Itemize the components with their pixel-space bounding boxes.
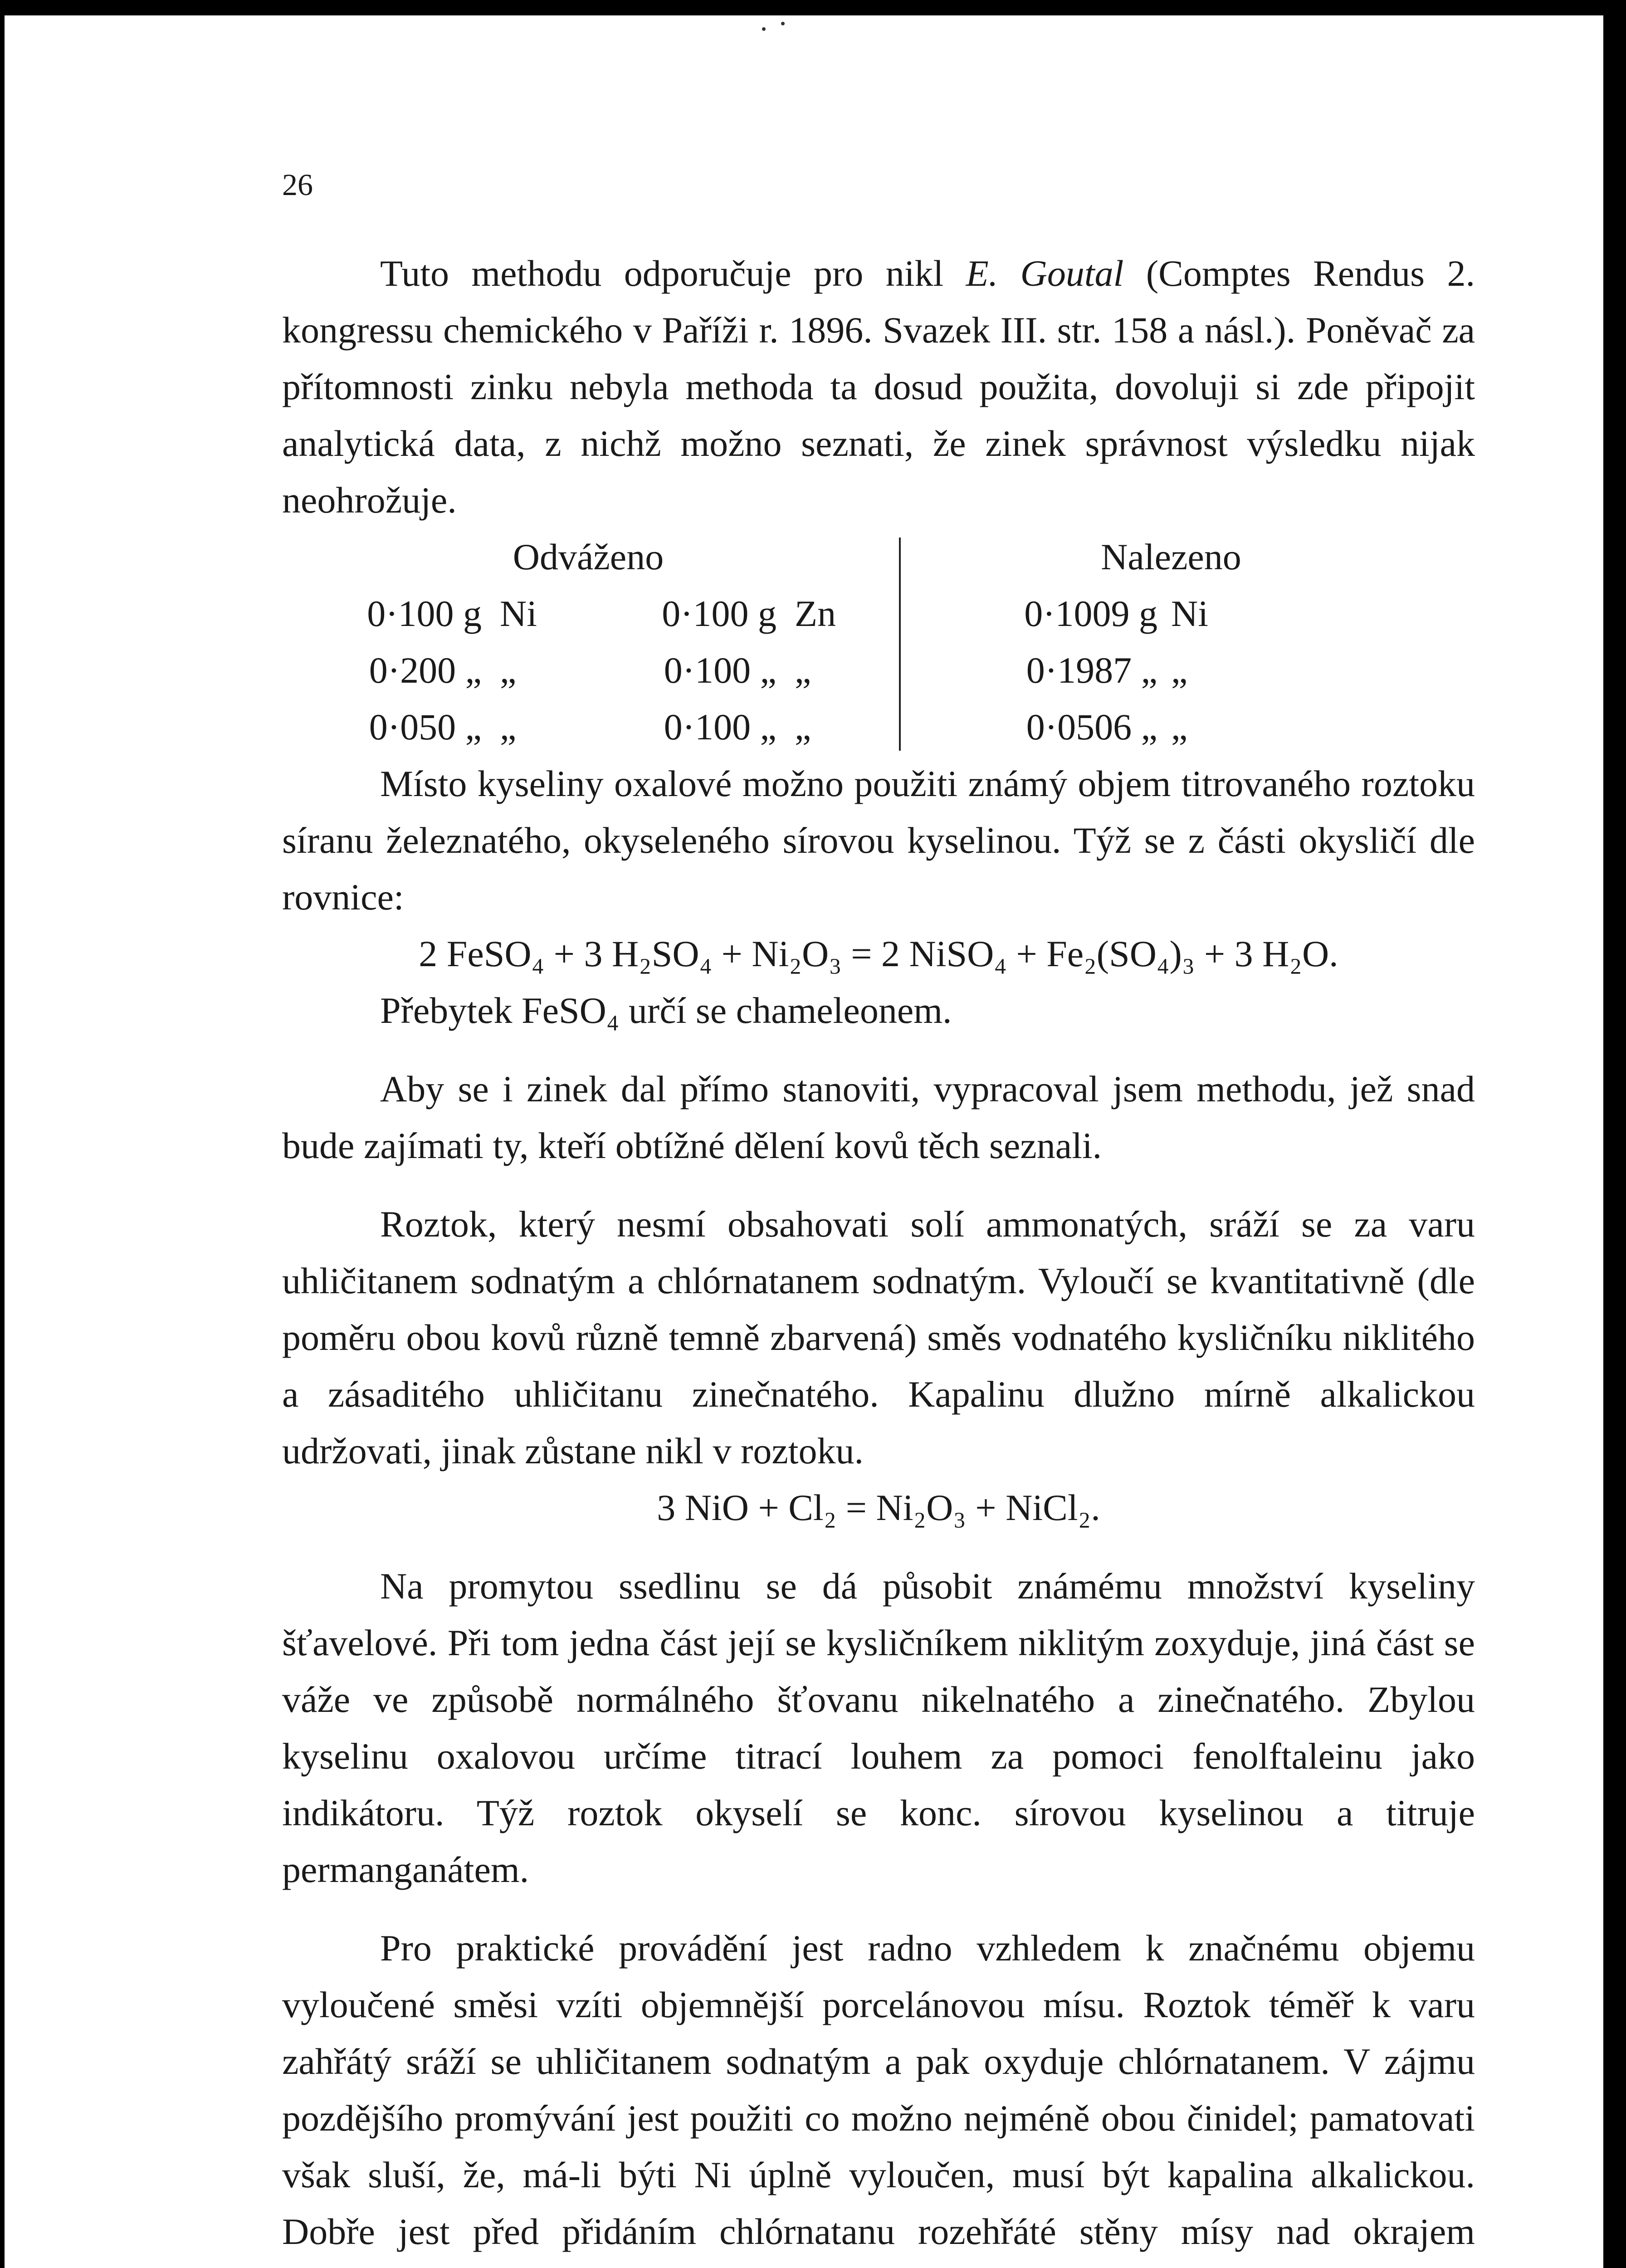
table-row bbox=[282, 642, 894, 699]
cell-zn-amount: 0·100 „ bbox=[664, 706, 776, 748]
cell-found-amount: 0·0506 „ bbox=[1026, 706, 1157, 748]
cell-zn-label: „ bbox=[795, 650, 811, 691]
cell-found-amount: 0·1987 „ bbox=[1026, 650, 1157, 691]
paragraph-intro bbox=[282, 245, 1475, 528]
found-header: Nalezeno bbox=[1101, 536, 1241, 577]
cell-found-label: „ bbox=[1171, 650, 1188, 691]
cell-zn-amount: 0·100 g bbox=[662, 593, 776, 634]
paragraph-practical: Pro praktické provádění jest radno vzhledem k značnému objemu vyloučené směsi vzíti objemnější porcelánovou mísu. Roztok téměř k varu zahřátý sráží se uhličitanem sodnatým a pak oxyduje chlórnatanem. V zájmu pozdějšího promývání jest použiti co možno nejméně obou činidel; pamatovati však sluší, že, má-li býti Ni úplně vyloučen, musí být kapalina alkalickou. Dobře jest před přidáním chlórnatanu rozehřáté stěny mísy nad okrajem bbox=[282, 1927, 1475, 2252]
scan-border-top bbox=[0, 0, 1626, 15]
cell-zn-label: „ bbox=[795, 706, 811, 748]
table-divider bbox=[899, 538, 901, 751]
scan-speck bbox=[762, 27, 766, 31]
cell-ni-label: „ bbox=[500, 650, 517, 691]
page-body bbox=[282, 245, 1475, 2268]
weighed-column bbox=[282, 528, 894, 755]
cell-found-amount: 0·1009 g bbox=[1024, 593, 1157, 634]
scan-border-left bbox=[0, 0, 5, 2268]
cell-ni-amount: 0·100 g bbox=[367, 593, 482, 634]
page-number: 26 bbox=[282, 167, 313, 202]
author-name: E. Goutal bbox=[966, 253, 1124, 294]
analysis-table bbox=[282, 528, 1475, 755]
equation-nickel-chlorine: 3 NiO + Cl₂ = Ni₂O₃ + NiCl₂. bbox=[657, 1487, 1100, 1528]
scan-speck bbox=[781, 22, 785, 25]
table-row bbox=[967, 642, 1375, 699]
paragraph-oxalic-alternative: Místo kyseliny oxalové možno použiti známý objem titrovaného roztoku síranu železnatého, okyseleného sírovou kyselinou. Týž se z části okysličí dle rovnice: bbox=[282, 763, 1475, 918]
cell-zn-amount: 0·100 „ bbox=[664, 650, 776, 691]
cell-ni-amount: 0·200 „ bbox=[369, 650, 482, 691]
weighed-header: Odváženo bbox=[513, 536, 664, 577]
table-row bbox=[967, 699, 1375, 755]
cell-found-label: Ni bbox=[1171, 593, 1208, 634]
paragraph-precipitation: Roztok, který nesmí obsahovati solí ammonatých, sráží se za varu uhličitanem sodnatým a chlórnatanem sodnatým. Vyloučí se kvantitativně (dle poměru obou kovů různě temně zbarvená) směs vodnatého kysličníku niklitého a zásaditého uhličitanu zinečnatého. Kapalinu dlužno mírně alkalickou udržovati, jinak zůstane nikl v roztoku. bbox=[282, 1203, 1475, 1471]
paragraph-oxalic-titration: Na promytou ssedlinu se dá působit známému množství kyseliny šťavelové. Při tom jedna část její se kysličníkem niklitým zoxyduje, jiná část se váže ve způsobě normálného šťovanu nikelnatého a zinečnatého. Zbylou kyselinu oxalovou určíme titrací louhem za pomoci fenolftaleinu jako indikátoru. Týž roztok okyselí se konc. sírovou kyselinou a titruje permanganátem. bbox=[282, 1565, 1475, 1890]
scan-border-right bbox=[1603, 0, 1626, 2268]
cell-zn-label: Zn bbox=[795, 593, 836, 634]
table-row bbox=[282, 585, 894, 642]
cell-found-label: „ bbox=[1171, 706, 1188, 748]
table-row bbox=[282, 699, 894, 755]
table-row bbox=[967, 585, 1375, 642]
paragraph-zinc-method: Aby se i zinek dal přímo stanoviti, vypracoval jsem methodu, jež snad bude zajímati ty, kteří obtížné dělení kovů těch seznali. bbox=[282, 1068, 1475, 1166]
found-column bbox=[967, 528, 1375, 755]
equation-ferrous-sulfate: 2 FeSO₄ + 3 H₂SO₄ + Ni₂O₃ = 2 NiSO₄ + Fe₂(SO₄)₃ + 3 H₂O. bbox=[419, 933, 1338, 974]
cell-ni-label: „ bbox=[500, 706, 517, 748]
intro-text-start: Tuto methodu odporučuje pro nikl bbox=[380, 253, 966, 294]
cell-ni-label: Ni bbox=[500, 593, 537, 634]
intro-text-rest: (Comptes Rendus 2. kongressu chemického v Paříži r. 1896. Svazek III. str. 158 a násl.). Poněvač za přítomnosti zinku nebyla methoda ta dosud použita, dovoluji si zde připojit analytická data, z nichž možno seznati, že zinek správnost výsledku nijak neohrožuje. bbox=[282, 253, 1475, 521]
paragraph-chameleon: Přebytek FeSO₄ určí se chameleonem. bbox=[380, 990, 952, 1031]
cell-ni-amount: 0·050 „ bbox=[369, 706, 482, 748]
